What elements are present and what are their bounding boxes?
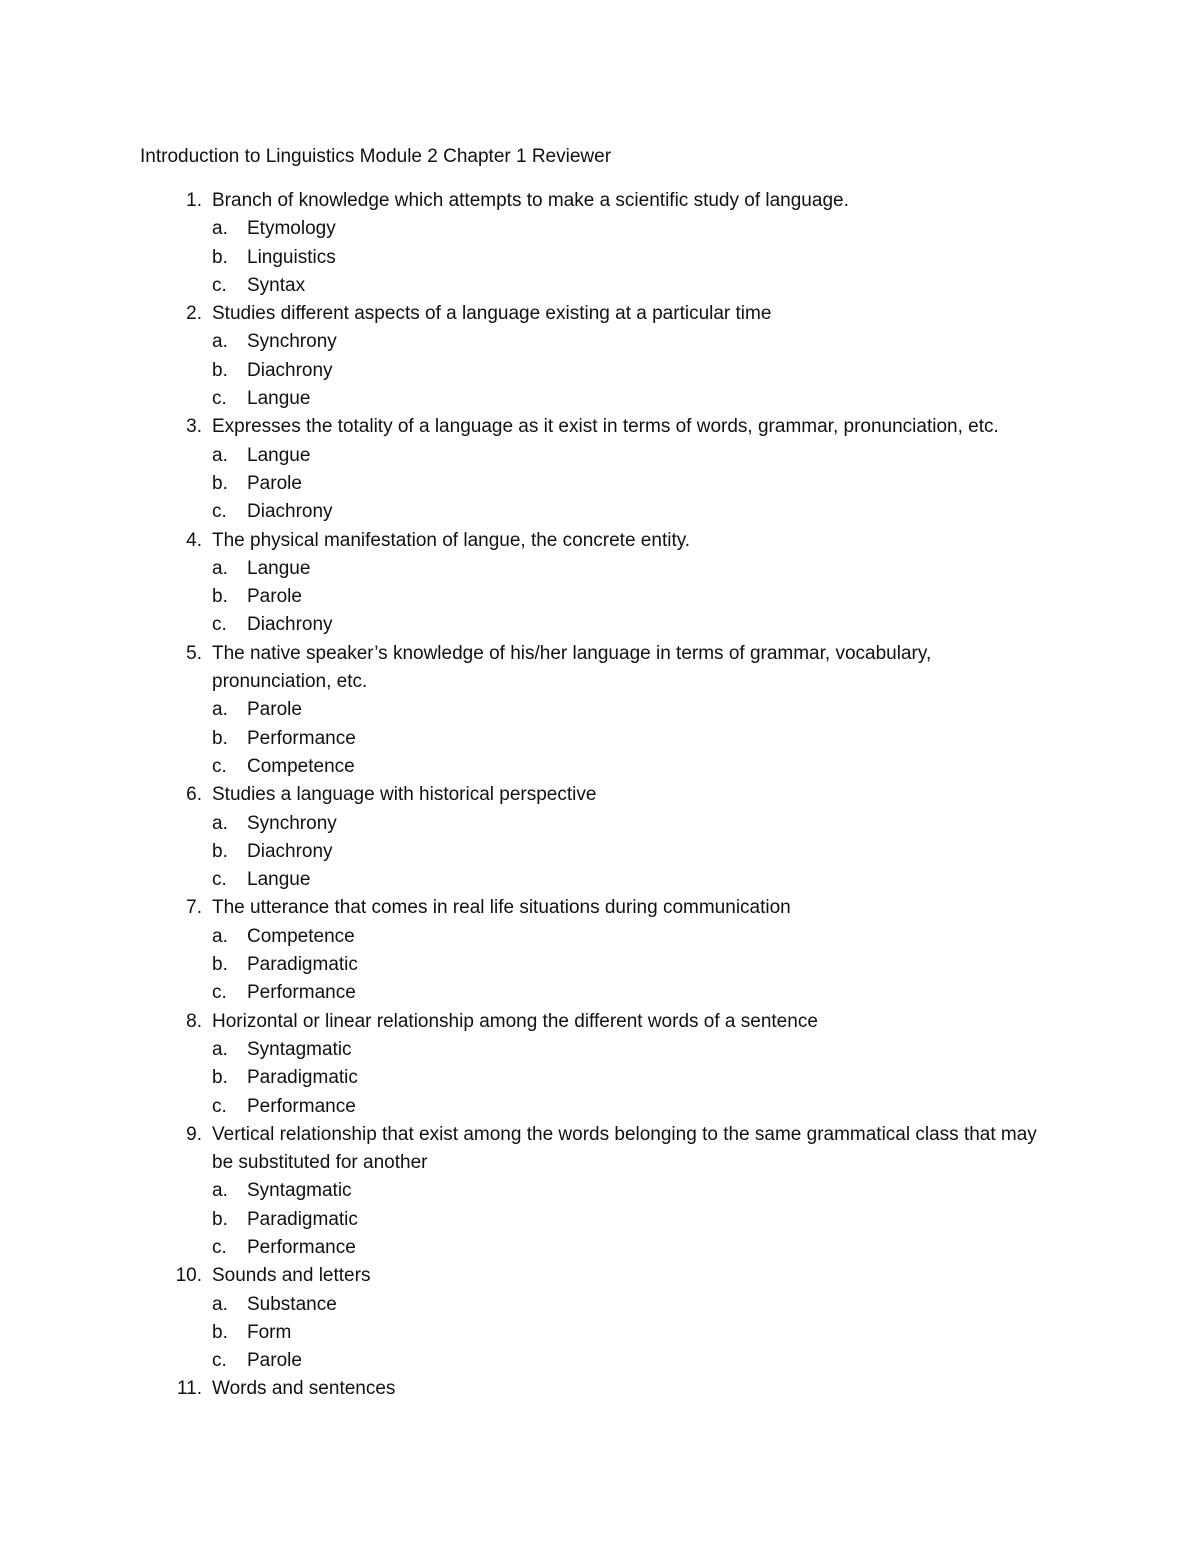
question-number: 3. xyxy=(186,416,202,438)
answer-option xyxy=(212,725,1060,753)
option-label: c. xyxy=(212,1095,227,1117)
option-label: c. xyxy=(212,982,227,1004)
option-label: c. xyxy=(212,1236,227,1258)
answer-option xyxy=(212,1177,1060,1205)
answer-option xyxy=(212,470,1060,498)
option-label: b. xyxy=(212,954,228,976)
option-text: Diachrony xyxy=(247,501,333,523)
option-label: a. xyxy=(212,812,228,834)
option-text: Diachrony xyxy=(247,840,333,862)
question-text: Studies a language with historical perspective xyxy=(212,784,597,806)
option-text: Langue xyxy=(247,557,311,579)
question-number: 6. xyxy=(186,784,202,806)
answer-option xyxy=(212,215,1060,243)
question-item xyxy=(140,1375,1060,1403)
question-item xyxy=(140,527,1060,640)
option-text: Parole xyxy=(247,1350,302,1372)
option-label: c. xyxy=(212,614,227,636)
option-text: Langue xyxy=(247,388,311,410)
question-number: 1. xyxy=(186,190,202,211)
option-label: c. xyxy=(212,869,227,891)
answer-option xyxy=(212,328,1060,356)
question-text: Expresses the totality of a language as it exist in terms of words, grammar, pronunciation, etc. xyxy=(212,416,999,438)
option-label: c. xyxy=(212,388,227,410)
question-item xyxy=(140,781,1060,894)
option-label: a. xyxy=(212,1293,228,1315)
option-text: Diachrony xyxy=(247,614,333,636)
question-text: The physical manifestation of langue, the concrete entity. xyxy=(212,529,691,551)
answer-option xyxy=(212,385,1060,413)
option-label: b. xyxy=(212,586,228,608)
option-text: Parole xyxy=(247,699,302,721)
answer-option xyxy=(212,753,1060,781)
question-item xyxy=(140,894,1060,1007)
option-text: Syntax xyxy=(247,274,306,296)
question-item xyxy=(140,1008,1060,1121)
answer-option xyxy=(212,442,1060,470)
answer-option xyxy=(212,272,1060,300)
option-label: c. xyxy=(212,755,227,777)
option-label: a. xyxy=(212,1038,228,1060)
question-text: The utterance that comes in real life situations during communication xyxy=(212,897,791,919)
answer-option xyxy=(212,1291,1060,1319)
option-text: Linguistics xyxy=(247,246,336,268)
question-number: 11. xyxy=(176,1378,202,1400)
option-text: Diachrony xyxy=(247,359,333,381)
option-text: Performance xyxy=(247,982,356,1004)
answer-option xyxy=(212,979,1060,1007)
answer-option xyxy=(212,611,1060,639)
answer-option xyxy=(212,866,1060,894)
option-label: b. xyxy=(212,1067,228,1089)
option-label: b. xyxy=(212,1321,228,1343)
answer-option xyxy=(212,923,1060,951)
option-text: Performance xyxy=(247,1095,356,1117)
question-item xyxy=(140,300,1060,413)
option-label: b. xyxy=(212,359,228,381)
answer-option xyxy=(212,696,1060,724)
option-text: Synchrony xyxy=(247,812,337,834)
option-text: Substance xyxy=(247,1293,337,1315)
answer-option xyxy=(212,1234,1060,1262)
option-label: a. xyxy=(212,925,228,947)
question-number: 2. xyxy=(186,303,202,325)
option-text: Syntagmatic xyxy=(247,1038,352,1060)
option-text: Parole xyxy=(247,472,302,494)
answer-option xyxy=(212,1093,1060,1121)
option-text: Form xyxy=(247,1321,292,1343)
question-text: Sounds and letters xyxy=(212,1265,371,1287)
question-list xyxy=(140,187,1060,1404)
question-number: 8. xyxy=(186,1010,202,1032)
question-number: 4. xyxy=(186,529,202,551)
answer-option xyxy=(212,357,1060,385)
answer-option xyxy=(212,951,1060,979)
question-text: The native speaker’s knowledge of his/her language in terms of grammar, vocabulary, pronunciation, etc. xyxy=(212,642,932,693)
option-label: a. xyxy=(212,699,228,721)
option-label: b. xyxy=(212,727,228,749)
question-text: Vertical relationship that exist among the words belonging to the same grammatical class that may be substituted for another xyxy=(212,1123,1037,1174)
option-label: c. xyxy=(212,501,227,523)
question-text: Branch of knowledge which attempts to make a scientific study of language. xyxy=(212,190,849,211)
answer-option xyxy=(212,838,1060,866)
document-title: Introduction to Linguistics Module 2 Chapter 1 Reviewer xyxy=(140,146,612,167)
option-label: a. xyxy=(212,218,228,240)
option-text: Competence xyxy=(247,925,355,947)
answer-option xyxy=(212,498,1060,526)
option-text: Paradigmatic xyxy=(247,1067,358,1089)
option-label: b. xyxy=(212,840,228,862)
question-number: 9. xyxy=(186,1123,202,1145)
option-text: Parole xyxy=(247,586,302,608)
question-number: 5. xyxy=(186,642,202,664)
option-label: a. xyxy=(212,557,228,579)
option-text: Performance xyxy=(247,1236,356,1258)
option-label: c. xyxy=(212,1350,227,1372)
option-text: Syntagmatic xyxy=(247,1180,352,1202)
question-item xyxy=(140,1121,1060,1262)
answer-option xyxy=(212,1036,1060,1064)
option-label: b. xyxy=(212,1208,228,1230)
question-text: Horizontal or linear relationship among the different words of a sentence xyxy=(212,1010,818,1032)
answer-option xyxy=(212,1319,1060,1347)
question-item xyxy=(140,413,1060,526)
answer-option xyxy=(212,583,1060,611)
question-item xyxy=(140,1262,1060,1375)
question-item xyxy=(140,640,1060,781)
option-text: Synchrony xyxy=(247,331,337,353)
question-item xyxy=(140,187,1060,300)
question-number: 7. xyxy=(186,897,202,919)
answer-option xyxy=(212,244,1060,272)
option-label: a. xyxy=(212,331,228,353)
question-text: Words and sentences xyxy=(212,1378,396,1400)
answer-option xyxy=(212,1347,1060,1375)
question-text: Studies different aspects of a language existing at a particular time xyxy=(212,303,772,325)
option-text: Paradigmatic xyxy=(247,954,358,976)
question-number: 10. xyxy=(175,1265,202,1287)
option-text: Etymology xyxy=(247,218,336,240)
answer-option xyxy=(212,555,1060,583)
option-label: a. xyxy=(212,1180,228,1202)
answer-option xyxy=(212,810,1060,838)
option-label: b. xyxy=(212,246,228,268)
option-label: b. xyxy=(212,472,228,494)
option-text: Performance xyxy=(247,727,356,749)
option-text: Langue xyxy=(247,869,311,891)
option-text: Competence xyxy=(247,755,355,777)
answer-option xyxy=(212,1064,1060,1092)
option-text: Langue xyxy=(247,444,311,466)
option-label: a. xyxy=(212,444,228,466)
option-text: Paradigmatic xyxy=(247,1208,358,1230)
answer-option xyxy=(212,1206,1060,1234)
option-label: c. xyxy=(212,274,227,296)
